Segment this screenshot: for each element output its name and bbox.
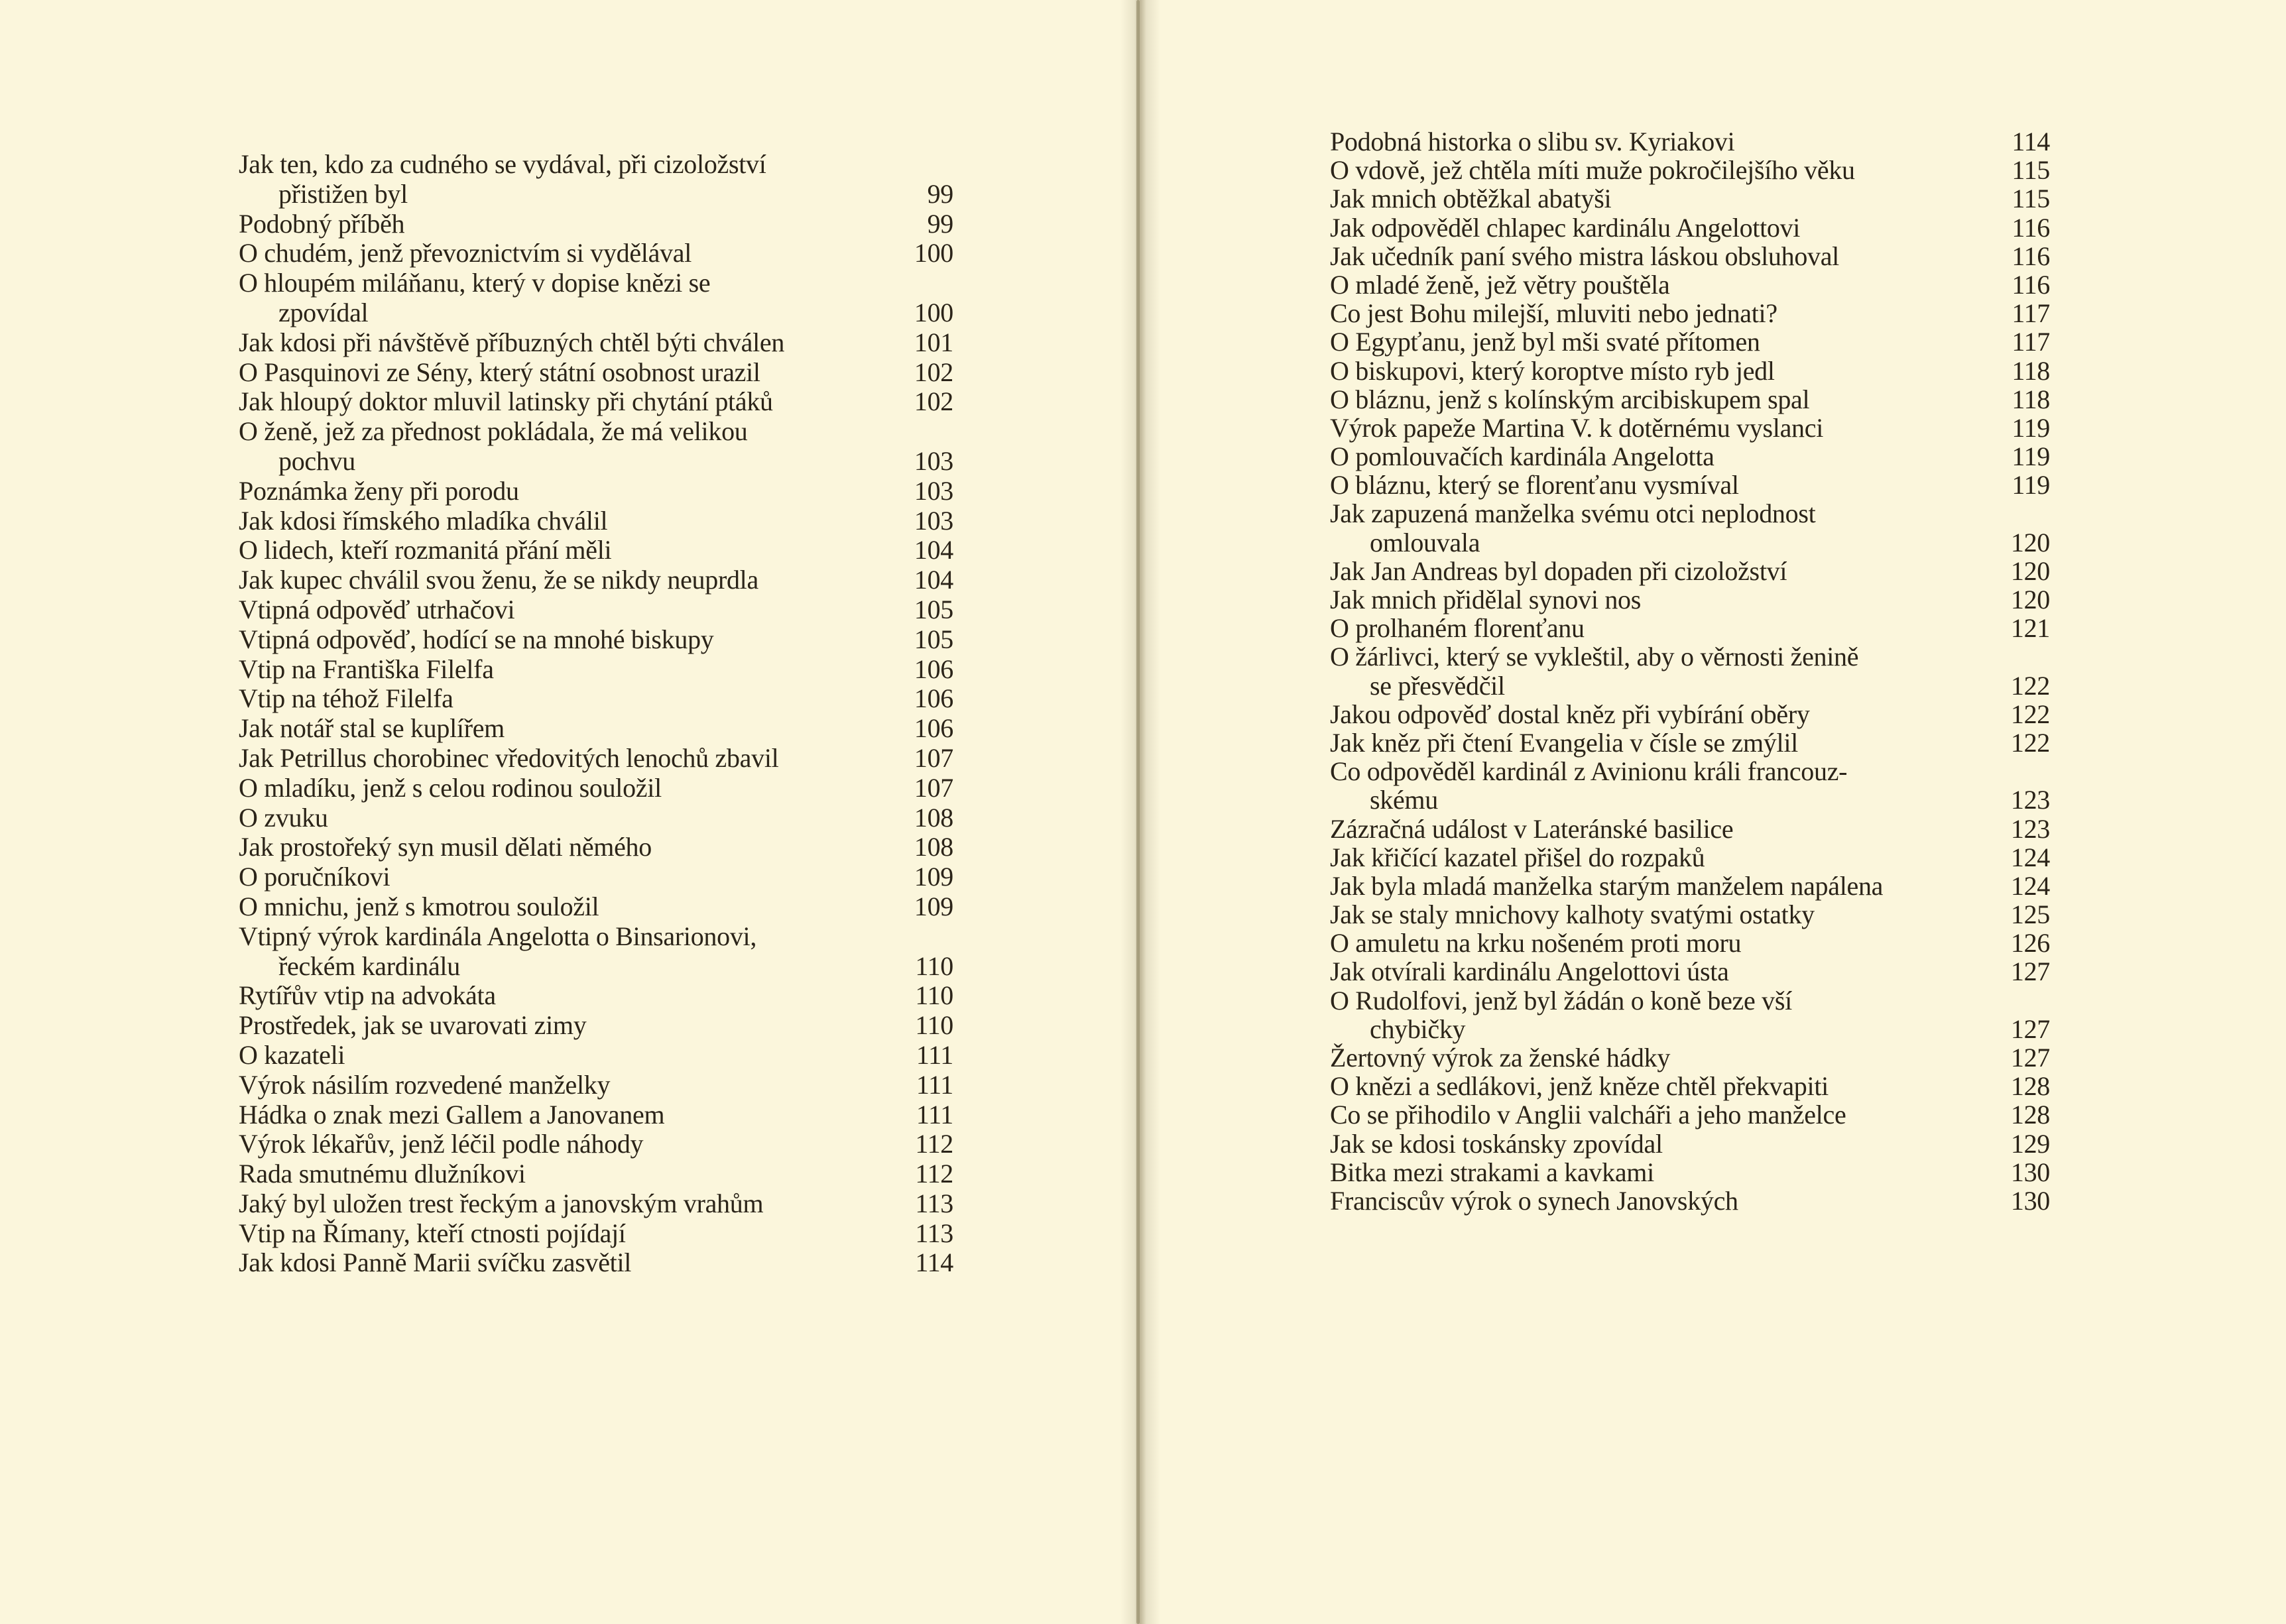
toc-entry-line — [239, 447, 953, 477]
toc-entry-title: Vtipná odpověď utrhačovi — [239, 594, 515, 624]
toc-entry-line — [1330, 156, 2050, 184]
toc-entry-line — [1330, 1043, 2050, 1072]
toc-entry-title: O Egypťanu, jenž byl mši svaté přítomen — [1330, 327, 1760, 357]
toc-page-number: 100 — [914, 297, 953, 327]
toc-page-number: 129 — [2010, 1128, 2050, 1159]
toc-page-number: 128 — [2010, 1100, 2050, 1130]
toc-entry-line — [239, 387, 953, 417]
toc-page-number: 117 — [2012, 298, 2050, 329]
toc-page-number: 102 — [914, 357, 953, 387]
toc-page-number: 104 — [914, 535, 953, 565]
toc-entry-line — [1330, 184, 2050, 213]
toc-page-number: 127 — [2010, 1043, 2050, 1073]
toc-entry-line — [239, 714, 953, 744]
toc-entry-line — [1330, 1015, 2050, 1043]
toc-entry-line — [239, 417, 953, 447]
toc-entry-line — [1330, 242, 2050, 270]
toc-entry-title: O vdově, jež chtěla míti muže pokročilejšího věku — [1330, 155, 1855, 186]
toc-entry-line — [239, 1189, 953, 1219]
toc-entry-title: Jak křičící kazatel přišel do rozpaků — [1330, 842, 1705, 872]
toc-page-number: 105 — [914, 594, 953, 624]
toc-page-number: 110 — [915, 1010, 953, 1041]
toc-page-number: 116 — [2012, 269, 2050, 300]
right-page-contents — [1330, 127, 2050, 1215]
toc-entry-line — [1330, 557, 2050, 585]
book-spine-crease — [1136, 0, 1140, 1624]
toc-entry-line — [1330, 585, 2050, 614]
toc-entry-line — [239, 1248, 953, 1278]
toc-entry-line — [239, 268, 953, 298]
toc-entry-line — [239, 1159, 953, 1189]
toc-page-number: 114 — [2012, 127, 2050, 156]
toc-entry-title: Jak kdosi Panně Marii svíčku zasvětil — [239, 1247, 632, 1278]
toc-page-number: 105 — [914, 624, 953, 654]
toc-entry-title: Jak se staly mnichovy kalhoty svatými ostatky — [1330, 899, 1815, 930]
toc-page-number: 127 — [2010, 1014, 2050, 1044]
toc-entry-title: Jak se kdosi toskánsky zpovídal — [1330, 1128, 1663, 1159]
toc-entry-title: skému — [1370, 785, 1438, 815]
toc-entry-line — [1330, 900, 2050, 929]
toc-entry-line — [239, 536, 953, 565]
toc-entry-title: Vtipný výrok kardinála Angelotta o Binsarionovi, — [239, 921, 757, 951]
toc-page-number: 103 — [914, 505, 953, 536]
toc-entry-title: Co odpověděl kardinál z Avinionu králi francouz- — [1330, 756, 1848, 787]
toc-entry-line — [239, 298, 953, 328]
toc-entry-title: Jak ten, kdo za cudného se vydával, při cizoložství — [239, 149, 766, 179]
toc-entry-title: Jak zapuzená manželka svému otci neplodnost — [1330, 498, 1816, 529]
toc-entry-title: O bláznu, jenž s kolínským arcibiskupem spal — [1330, 384, 1810, 414]
toc-entry-title: Vtip na Římany, kteří ctnosti pojídají — [239, 1218, 626, 1248]
toc-entry-line — [239, 1100, 953, 1130]
toc-page-number: 106 — [914, 713, 953, 744]
toc-page-number: 112 — [915, 1159, 953, 1189]
toc-page-number: 106 — [914, 683, 953, 714]
toc-entry-title: řeckém kardinálu — [278, 951, 460, 981]
toc-entry-title: Jak Petrillus chorobinec vředovitých lenochů zbavil — [239, 742, 779, 773]
toc-entry-line — [239, 209, 953, 239]
toc-entry-line — [239, 477, 953, 506]
toc-page-number: 116 — [2012, 212, 2050, 243]
toc-entry-line — [1330, 1158, 2050, 1187]
toc-page-number: 111 — [916, 1099, 953, 1130]
toc-page-number: 110 — [915, 951, 953, 981]
toc-entry-line — [1330, 270, 2050, 299]
toc-page-number: 115 — [2012, 155, 2050, 186]
toc-entry-line — [1330, 1072, 2050, 1100]
toc-page-number: 111 — [916, 1039, 953, 1070]
toc-entry-line — [1330, 1100, 2050, 1129]
toc-page-number: 120 — [2010, 555, 2050, 586]
toc-entry-title: O žárlivci, který se vykleštil, aby o věrnosti ženině — [1330, 642, 1859, 672]
toc-entry-line — [1330, 1187, 2050, 1215]
toc-entry-line — [1330, 1130, 2050, 1158]
toc-entry-title: Rytířův vtip na advokáta — [239, 980, 496, 1011]
toc-entry-title: O lidech, kteří rozmanitá přání měli — [239, 535, 612, 565]
toc-entry-line — [239, 684, 953, 714]
toc-entry-line — [1330, 442, 2050, 471]
toc-entry-title: O amuletu na krku nošeném proti moru — [1330, 928, 1742, 958]
toc-entry-line — [1330, 127, 2050, 156]
toc-entry-line — [239, 1041, 953, 1071]
toc-page-number: 113 — [915, 1218, 953, 1248]
toc-entry-title: pochvu — [278, 445, 355, 476]
toc-page-number: 101 — [914, 327, 953, 357]
toc-page-number: 116 — [2012, 241, 2050, 271]
toc-entry-line — [1330, 642, 2050, 671]
toc-entry-title: Hádka o znak mezi Gallem a Janovanem — [239, 1099, 665, 1130]
toc-entry-title: Jak otvírali kardinálu Angelottovi ústa — [1330, 957, 1729, 987]
toc-entry-title: Výrok násilím rozvedené manželky — [239, 1069, 611, 1100]
toc-page-number: 118 — [2012, 355, 2050, 386]
toc-page-number: 108 — [914, 802, 953, 833]
toc-entry-title: Jak notář stal se kuplířem — [239, 713, 505, 744]
toc-entry-title: Co se přihodilo v Anglii valcháři a jeho manželce — [1330, 1100, 1846, 1130]
toc-entry-line — [1330, 385, 2050, 414]
toc-entry-title: Vtip na Františka Filelfa — [239, 654, 494, 684]
toc-entry-line — [1330, 528, 2050, 557]
toc-entry-line — [239, 803, 953, 833]
toc-entry-line — [239, 180, 953, 209]
toc-entry-line — [1330, 299, 2050, 327]
toc-page-number: 124 — [2010, 870, 2050, 901]
toc-page-number: 122 — [2010, 670, 2050, 701]
toc-entry-title: Zázračná událost v Lateránské basilice — [1330, 813, 1734, 844]
toc-entry-title: omlouvala — [1370, 527, 1480, 557]
toc-page-number: 122 — [2010, 727, 2050, 758]
toc-entry-line — [239, 862, 953, 892]
left-page-contents — [239, 150, 953, 1278]
toc-entry-line — [239, 833, 953, 862]
toc-entry-line — [239, 655, 953, 685]
toc-page-number: 130 — [2010, 1185, 2050, 1216]
toc-page-number: 103 — [914, 445, 953, 476]
toc-page-number: 127 — [2010, 957, 2050, 987]
toc-entry-title: Podobný příběh — [239, 208, 405, 239]
toc-entry-line — [1330, 815, 2050, 843]
toc-page-number: 109 — [914, 891, 953, 921]
toc-page-number: 122 — [2010, 699, 2050, 729]
toc-entry-line — [239, 981, 953, 1011]
toc-entry-title: O pomlouvačích kardinála Angelotta — [1330, 441, 1714, 472]
toc-entry-line — [239, 922, 953, 952]
toc-entry-title: zpovídal — [278, 297, 369, 327]
toc-entry-title: chybičky — [1370, 1014, 1466, 1044]
toc-page-number: 124 — [2010, 842, 2050, 872]
toc-page-number: 120 — [2010, 585, 2050, 614]
toc-entry-line — [1330, 471, 2050, 499]
toc-entry-title: O knězi a sedlákovi, jenž kněze chtěl překvapiti — [1330, 1071, 1829, 1102]
toc-entry-title: Jak kupec chválil svou ženu, že se nikdy neuprdla — [239, 565, 758, 595]
toc-entry-title: O hloupém miláňanu, který v dopise knězi se — [239, 268, 711, 298]
toc-entry-title: Jak Jan Andreas byl dopaden při cizoložství — [1330, 555, 1787, 586]
toc-entry-title: Franciscův výrok o synech Janovských — [1330, 1185, 1738, 1216]
toc-page-number: 115 — [2012, 184, 2050, 214]
toc-page-number: 107 — [914, 772, 953, 803]
toc-entry-line — [239, 744, 953, 774]
toc-entry-title: Výrok lékařův, jenž léčil podle náhody — [239, 1129, 644, 1159]
toc-entry-title: Jak kdosi římského mladíka chválil — [239, 505, 608, 536]
toc-page-number: 128 — [2010, 1071, 2050, 1102]
toc-entry-line — [239, 358, 953, 388]
toc-entry-line — [239, 625, 953, 655]
toc-entry-title: O biskupovi, který koroptve místo ryb jedl — [1330, 355, 1775, 386]
toc-entry-line — [239, 1011, 953, 1041]
toc-entry-line — [239, 892, 953, 922]
toc-entry-line — [1330, 757, 2050, 785]
toc-entry-title: Poznámka ženy při porodu — [239, 475, 519, 506]
toc-entry-line — [239, 1130, 953, 1159]
toc-entry-title: O chudém, jenž převoznictvím si vydělával — [239, 238, 692, 268]
toc-page-number: 110 — [915, 980, 953, 1011]
toc-entry-title: Jak odpověděl chlapec kardinálu Angelottovi — [1330, 212, 1801, 243]
toc-entry-title: Jak učedník paní svého mistra láskou obsluhoval — [1330, 241, 1839, 271]
toc-entry-title: Jak byla mladá manželka starým manželem napálena — [1330, 870, 1884, 901]
toc-page-number: 108 — [914, 832, 953, 862]
toc-entry-line — [239, 506, 953, 536]
toc-entry-title: se přesvědčil — [1370, 670, 1505, 701]
toc-entry-title: Rada smutnému dlužníkovi — [239, 1159, 526, 1189]
toc-page-number: 109 — [914, 862, 953, 892]
toc-page-number: 112 — [915, 1129, 953, 1159]
toc-entry-title: Žertovný výrok za ženské hádky — [1330, 1043, 1671, 1073]
toc-entry-title: Podobná historka o slibu sv. Kyriakovi — [1330, 127, 1735, 156]
toc-entry-line — [1330, 614, 2050, 642]
toc-entry-line — [239, 565, 953, 595]
toc-page-number: 102 — [914, 386, 953, 417]
toc-page-number: 114 — [915, 1247, 953, 1278]
toc-entry-title: Jak kněz při čtení Evangelia v čísle se zmýlil — [1330, 727, 1798, 758]
toc-entry-line — [1330, 700, 2050, 728]
toc-entry-title: O zvuku — [239, 802, 328, 833]
toc-entry-line — [239, 595, 953, 625]
toc-page-number: 106 — [914, 654, 953, 684]
toc-page-number: 120 — [2010, 527, 2050, 557]
toc-entry-line — [239, 150, 953, 180]
toc-entry-title: Jak mnich přidělal synovi nos — [1330, 585, 1642, 614]
toc-entry-title: O mladíku, jenž s celou rodinou souložil — [239, 772, 662, 803]
toc-entry-title: Jaký byl uložen trest řeckým a janovským vrahům — [239, 1188, 764, 1218]
toc-page-number: 107 — [914, 742, 953, 773]
toc-page-number: 103 — [914, 475, 953, 506]
toc-entry-line — [1330, 957, 2050, 986]
toc-entry-title: Prostředek, jak se uvarovati zimy — [239, 1010, 587, 1041]
toc-page-number: 119 — [2012, 412, 2050, 443]
toc-page-number: 123 — [2010, 813, 2050, 844]
toc-entry-title: Jak mnich obtěžkal abatyši — [1330, 184, 1612, 214]
book-gutter-shadow — [1120, 0, 1160, 1624]
toc-page-number: 118 — [2012, 384, 2050, 414]
toc-entry-title: Vtip na téhož Filelfa — [239, 683, 453, 714]
toc-entry-title: O prolhaném florenťanu — [1330, 613, 1585, 644]
toc-entry-line — [239, 952, 953, 982]
toc-entry-title: O bláznu, který se florenťanu vysmíval — [1330, 470, 1739, 500]
toc-entry-line — [1330, 986, 2050, 1015]
toc-page-number: 117 — [2012, 327, 2050, 357]
toc-page-number: 119 — [2012, 470, 2050, 500]
toc-page-number: 123 — [2010, 785, 2050, 815]
toc-entry-title: přistižen byl — [278, 178, 408, 209]
toc-entry-title: Jak kdosi při návštěvě příbuzných chtěl býti chválen — [239, 327, 785, 357]
toc-entry-title: O kazateli — [239, 1039, 345, 1070]
toc-entry-title: O poručníkovi — [239, 862, 391, 892]
toc-page-number: 99 — [927, 178, 953, 209]
toc-page-number: 100 — [914, 238, 953, 268]
toc-entry-line — [1330, 357, 2050, 385]
toc-entry-title: Co jest Bohu milejší, mluviti nebo jednati? — [1330, 298, 1777, 329]
toc-entry-line — [1330, 327, 2050, 356]
toc-entry-line — [1330, 414, 2050, 442]
toc-entry-line — [1330, 929, 2050, 957]
toc-entry-title: O mladé ženě, jež větry pouštěla — [1330, 269, 1670, 300]
toc-page-number: 126 — [2010, 928, 2050, 958]
toc-page-number: 104 — [914, 565, 953, 595]
toc-entry-line — [239, 328, 953, 358]
toc-entry-line — [239, 774, 953, 803]
toc-entry-line — [1330, 843, 2050, 872]
toc-entry-line — [1330, 728, 2050, 757]
toc-page-number: 121 — [2010, 613, 2050, 644]
toc-entry-title: Jak hloupý doktor mluvil latinsky při chytání ptáků — [239, 386, 773, 417]
toc-entry-line — [239, 1071, 953, 1100]
toc-entry-line — [1330, 499, 2050, 528]
toc-entry-title: Vtipná odpověď, hodící se na mnohé biskupy — [239, 624, 714, 654]
toc-entry-title: O Pasquinovi ze Sény, který státní osobnost urazil — [239, 357, 760, 387]
toc-entry-title: Bitka mezi strakami a kavkami — [1330, 1157, 1654, 1187]
toc-entry-line — [1330, 671, 2050, 700]
toc-page-number: 99 — [927, 208, 953, 239]
toc-page-number: 113 — [915, 1188, 953, 1218]
toc-entry-title: Jakou odpověď dostal kněz při vybírání oběry — [1330, 699, 1810, 729]
toc-entry-line — [1330, 785, 2050, 814]
toc-entry-title: Jak prostořeký syn musil dělati němého — [239, 832, 652, 862]
toc-page-number: 125 — [2010, 899, 2050, 930]
toc-entry-title: O Rudolfovi, jenž byl žádán o koně beze vší — [1330, 985, 1792, 1015]
toc-entry-line — [1330, 872, 2050, 900]
toc-entry-line — [239, 1219, 953, 1249]
toc-entry-line — [1330, 213, 2050, 242]
toc-page-number: 119 — [2012, 441, 2050, 472]
toc-entry-title: O ženě, jež za přednost pokládala, že má velikou — [239, 416, 748, 447]
toc-entry-title: Výrok papeže Martina V. k dotěrnému vyslanci — [1330, 412, 1824, 443]
toc-page-number: 111 — [916, 1069, 953, 1100]
toc-entry-title: O mnichu, jenž s kmotrou souložil — [239, 891, 599, 921]
toc-entry-line — [239, 239, 953, 268]
toc-page-number: 130 — [2010, 1157, 2050, 1187]
